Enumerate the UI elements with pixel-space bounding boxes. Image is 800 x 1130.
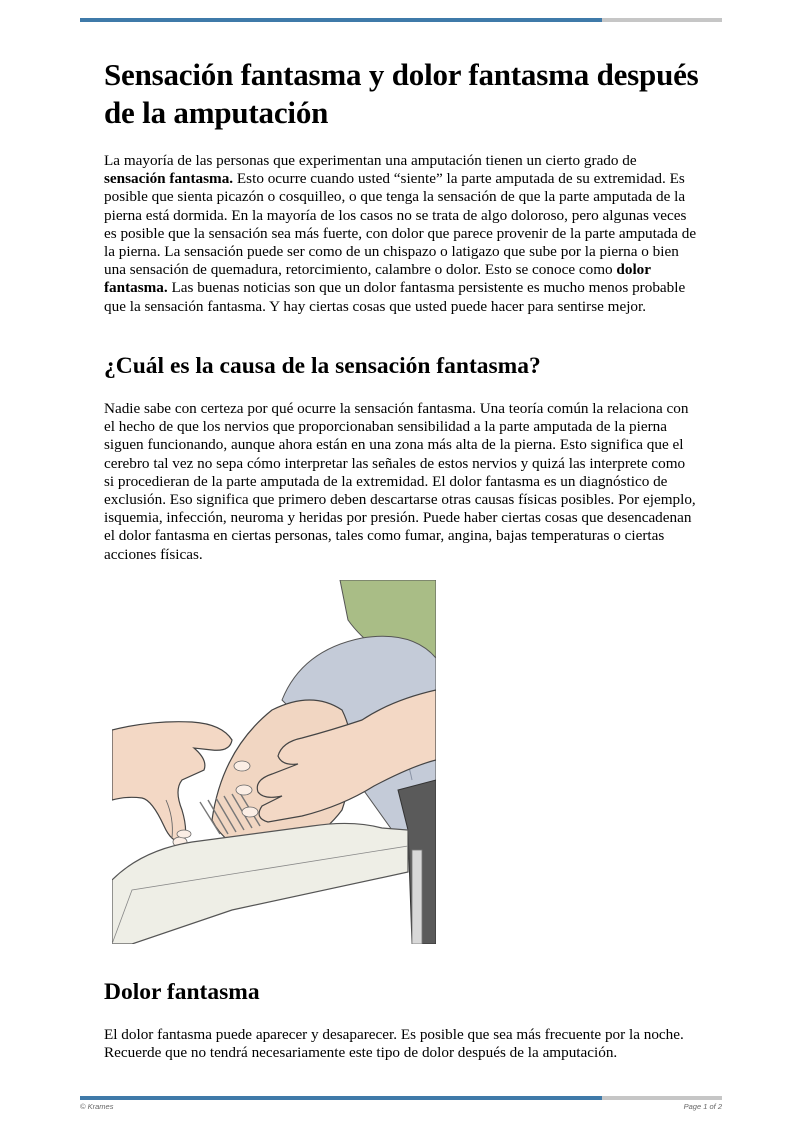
footer-copyright: © Krames — [80, 1102, 114, 1111]
footer-page-number: Page 1 of 2 — [683, 1102, 722, 1111]
top-rule — [80, 18, 722, 22]
top-rule-gray — [602, 18, 722, 22]
page-content — [104, 56, 699, 1062]
bottom-rule — [80, 1096, 722, 1100]
bottom-rule-blue — [80, 1096, 602, 1100]
intro-text-2: Esto ocurre cuando usted “siente” la parte amputada de su extremidad. Es posible que sienta picazón o cosquilleo, o que tenga la sensación de que la parte amputada de la pierna está dormida. En la mayoría de los casos no se trata de algo doloroso, pero algunas veces es posible que la sensación sea más fuerte, con dolor que parece provenir de la parte amputada de la pierna. La sensación puede ser como de un chispazo o latigazo que sube por la pierna o bien una sensación de quemadura, retorcimiento, calambre o dolor. Esto se conoce como — [104, 170, 697, 279]
intro-bold-1: sensación fantasma. — [104, 170, 234, 188]
intro-text-3: Las buenas noticias son que un dolor fantasma persistente es mucho menos probable que la sensación fantasma. Y hay ciertas cosas que usted puede hacer para sentirse mejor. — [104, 279, 686, 315]
hands-on-residual-limb-illustration — [112, 580, 436, 944]
intro-text-1: La mayoría de las personas que experimentan una amputación tienen un cierto grado de — [104, 152, 637, 169]
bottom-rule-gray — [602, 1096, 722, 1100]
section-heading-phantom-pain: Dolor fantasma — [104, 979, 260, 1005]
intro-paragraph — [104, 152, 699, 316]
section-heading-cause: ¿Cuál es la causa de la sensación fantasma? — [104, 353, 541, 379]
top-rule-blue — [80, 18, 602, 22]
cause-paragraph: Nadie sabe con certeza por qué ocurre la sensación fantasma. Una teoría común la relaciona con el hecho de que los nervios que proporcionaban sensibilidad a la parte amputada de la pierna siguen funcionando, aunque ahora están en una zona más alta de la pierna. Esto significa que el cerebro tal vez no sepa cómo interpretar las señales de estos nervios y quizá las interprete como si procedieran de la parte amputada de la extremidad. El dolor fantasma es un diagnóstico de exclusión. Eso significa que primero deben descartarse otras causas físicas posibles. Por ejemplo, isquemia, infección, neuroma y heridas por presión. Puede haber ciertas cosas que desencadenan el dolor fantasma en ciertas personas, tales como fumar, angina, bajas temperaturas o ciertas acciones físicas. — [104, 400, 696, 563]
intro-bold-2: dolor fantasma. — [104, 261, 651, 297]
phantom-pain-paragraph: El dolor fantasma puede aparecer y desaparecer. Es posible que sea más frecuente por la noche. Recuerde que no tendrá necesariamente este tipo de dolor después de la amputación. — [104, 1026, 684, 1062]
page-title: Sensación fantasma y dolor fantasma después de la amputación — [104, 57, 699, 130]
